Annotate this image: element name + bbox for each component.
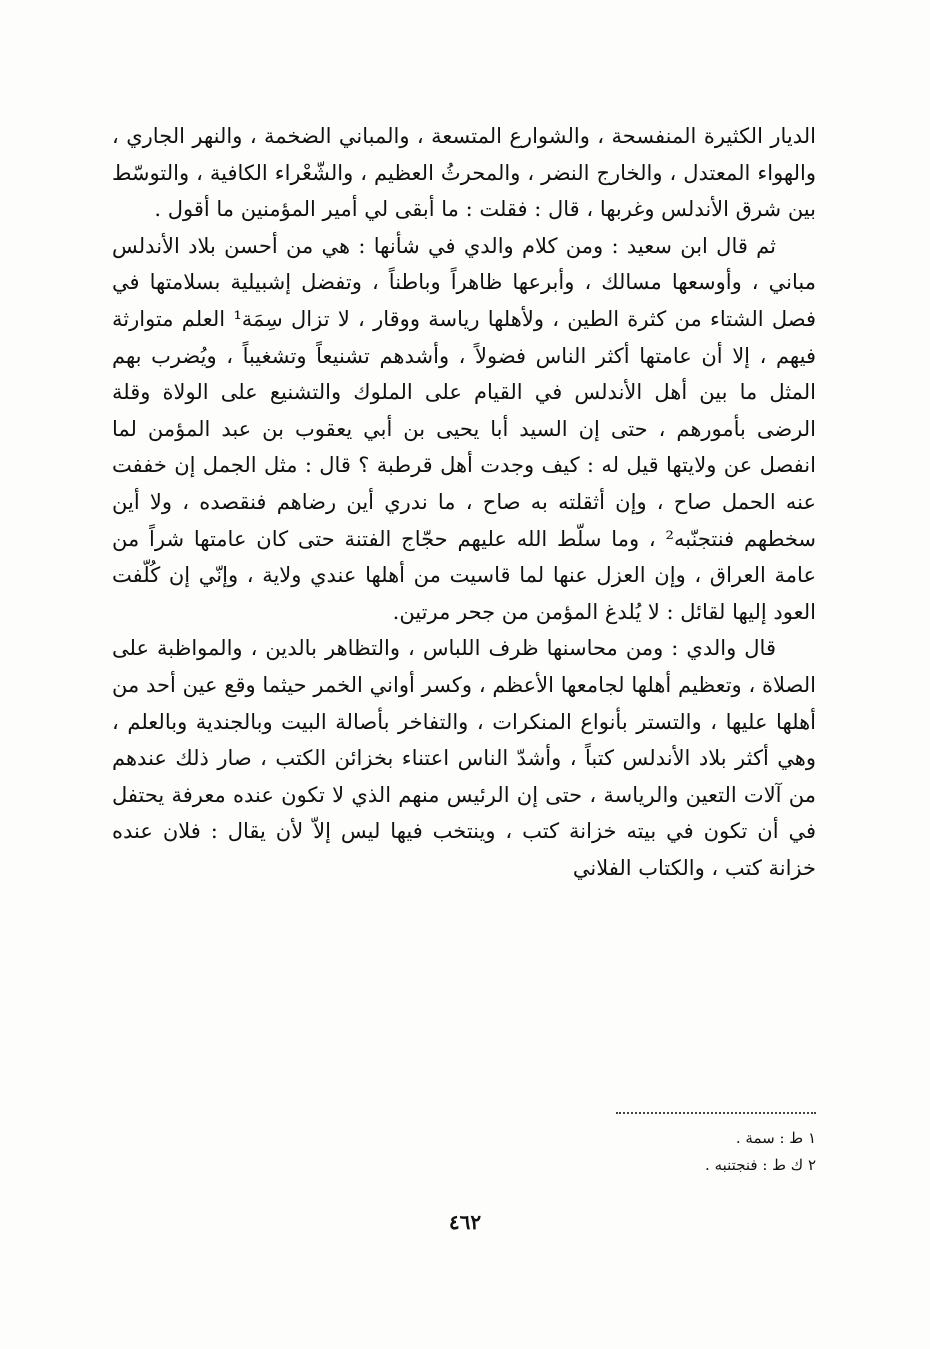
paragraph-1: الديار الكثيرة المنفسحة ، والشوارع المتسعة ، والمباني الضخمة ، والنهر الجاري ، والهواء المعتدل ، والخارج النضر ، والمحرثُ العظيم ، والشّعْراء الكافية ، والتوسّط بين شرق الأندلس وغربها ، قال : فقلت : ما أبقى لي أمير المؤمنين ما أقول .: [112, 124, 816, 222]
page-number: ٤٦٢: [448, 1210, 482, 1234]
footnote-1: ١ ط : سمة .: [735, 1129, 816, 1147]
body-text: [112, 118, 816, 886]
footnote-separator: [616, 1112, 816, 1114]
footnote-2: ٢ ك ط : فنجتنبه .: [705, 1156, 816, 1174]
footnotes: [560, 1125, 816, 1179]
paragraph-3: قال والدي : ومن محاسنها ظرف اللباس ، والتظاهر بالدين ، والمواظبة على الصلاة ، وتعظيم أهلها لجامعها الأعظم ، وكسر أواني الخمر حيثما وقع عين أحد من أهلها عليها ، والتستر بأنواع المنكرات ، والتفاخر بأصالة البيت وبالجندية وبالعلم ، وهي أكثر بلاد الأندلس كتباً ، وأشدّ الناس اعتناء بخزائن الكتب ، صار ذلك عندهم من آلات التعين والرياسة ، حتى إن الرئيس منهم الذي لا تكون عنده معرفة يحتفل في أن تكون في بيته خزانة كتب ، وينتخب فيها ليس إلاّ لأن يقال : فلان عنده خزانة كتب ، والكتاب الفلاني: [112, 636, 816, 880]
paragraph-2: ثم قال ابن سعيد : ومن كلام والدي في شأنها : هي من أحسن بلاد الأندلس مباني ، وأوسعها مسالك ، وأبرعها ظاهراً وباطناً ، وتفضل إشبيلية بسلامتها في فصل الشتاء من كثرة الطين ، ولأهلها رياسة ووقار ، لا تزال سِمَة¹ العلم متوارثة فيهم ، إلا أن عامتها أكثر الناس فضولاً ، وأشدهم تشنيعاً وتشغيباً ، ويُضرب بهم المثل ما بين أهل الأندلس في القيام على الملوك والتشنيع على الولاة وقلة الرضى بأمورهم ، حتى إن السيد أبا يحيى بن أبي يعقوب بن عبد المؤمن لما انفصل عن ولايتها قيل له : كيف وجدت أهل قرطبة ؟ قال : مثل الجمل إن خففت عنه الحمل صاح ، وإن أثقلته به صاح ، ما ندري أين رضاهم فنقصده ، ولا أين سخطهم فنتجنّبه² ، وما سلّط الله عليهم حجّاج الفتنة حتى كان عامتها شراً من عامة العراق ، وإن العزل عنها لما قاسيت من أهلها عندي ولاية ، وإنّي إن كُلّفت العود إليها لقائل : لا يُلدغ المؤمن من جحر مرتين.: [112, 233, 816, 624]
